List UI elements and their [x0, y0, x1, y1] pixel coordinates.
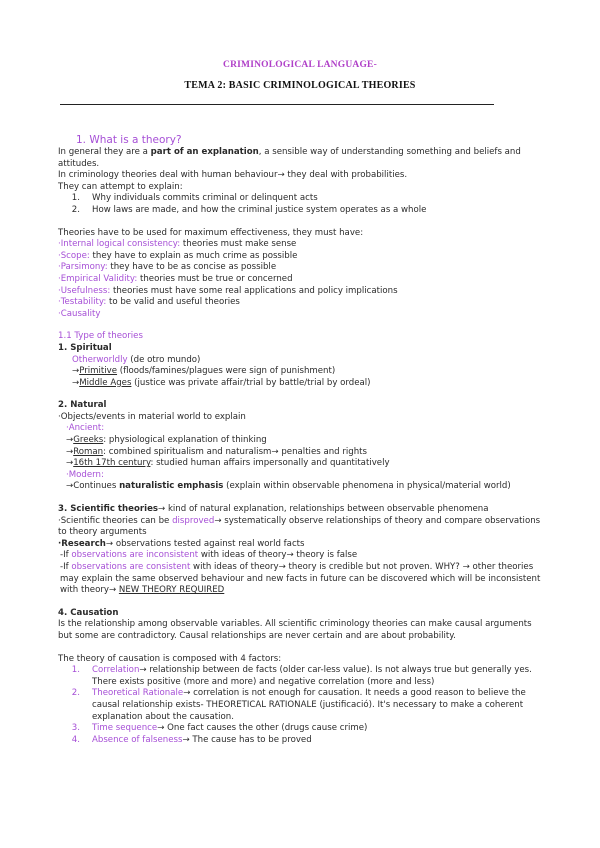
heading-scientific — [58, 504, 548, 516]
heading-causation: 4. Causation — [58, 607, 119, 618]
criterion-value: to be valid and useful theories — [106, 297, 240, 308]
arrow: → — [66, 435, 74, 446]
highlight-text: observations are consistent — [71, 562, 191, 572]
factor-name: Time sequence — [92, 723, 158, 734]
list-item — [58, 723, 548, 735]
criterion-value: they have to be as concise as possible — [107, 262, 277, 273]
list-item — [58, 735, 548, 747]
text: (justice was private affair/trial by battle/trial by ordeal) — [131, 377, 371, 388]
criterion-value: theories must have some real applications and policy implications — [110, 285, 398, 296]
list-item — [58, 665, 548, 688]
factor-name: Theoretical Rationale — [92, 688, 184, 699]
section-heading-what-is-theory: 1. What is a theory? — [76, 134, 182, 146]
arrow: → — [72, 377, 80, 388]
list-number: 1. — [71, 665, 80, 676]
underlined-text: NEW THEORY REQUIRED — [118, 585, 225, 596]
criterion-value: theories must be true or concerned — [137, 273, 293, 284]
list-text — [92, 688, 548, 723]
text: (explain within observable phenomena in physical/material world) — [223, 481, 511, 492]
underlined-text: 16th 17th century — [73, 458, 151, 469]
text: , a sensible way of understanding something and beliefs and attitudes. — [58, 147, 521, 169]
text: (floods/famines/plagues were sign of punishment) — [117, 366, 336, 377]
list-text: How laws are made, and how the criminal justice system operates as a whole — [92, 204, 427, 215]
criterion-item — [58, 239, 548, 251]
paragraph-human-behaviour: In criminology theories deal with human behaviour→ they deal with probabilities. — [58, 170, 408, 181]
list-text — [92, 723, 548, 735]
underlined-text: Middle Ages — [79, 377, 132, 388]
paragraph-effectiveness: Theories have to be used for maximum effectiveness, they must have: — [58, 227, 364, 238]
text: with ideas of theory→ theory is credible but not proven. WHY? → other theories may explain the same observed behaviour and new facts in future can be discovered which will be inconsistent with theory→ — [60, 562, 541, 596]
bold-text: ·Research — [58, 538, 106, 549]
criterion-item — [58, 274, 548, 286]
criterion-item — [58, 286, 548, 298]
criterion-key: ·Parsimony: — [58, 262, 108, 273]
bold-text: naturalistic emphasis — [119, 481, 224, 492]
text: In general they are a — [58, 147, 151, 157]
header-divider — [60, 104, 494, 105]
bold-text: part of an explanation — [150, 147, 259, 157]
list-number: 3. — [71, 723, 80, 734]
scientific-research — [58, 539, 548, 551]
list-number: 4. — [71, 734, 80, 745]
criterion-key: ·Internal logical consistency: — [58, 239, 181, 250]
criterion-item — [58, 309, 548, 321]
scientific-inconsistent — [58, 550, 548, 562]
paragraph-attempt: They can attempt to explain: — [58, 181, 183, 192]
spiritual-otherworldly — [58, 355, 548, 367]
factor-description: → One fact causes the other (drugs cause crime) — [157, 723, 368, 734]
list-item — [58, 193, 548, 205]
text: : combined spiritualism and naturalism→ penalties and rights — [103, 446, 368, 457]
criterion-item — [58, 297, 548, 309]
highlight-text: disproved — [172, 515, 215, 526]
text: → kind of natural explanation, relationships between observable phenomena — [158, 504, 489, 515]
text: : studied human affairs impersonally and quantitatively — [150, 458, 390, 469]
factor-description: → The cause has to be proved — [182, 734, 312, 745]
natural-roman — [58, 447, 548, 459]
list-text — [92, 735, 548, 747]
text: ·Scientific theories can be — [58, 515, 173, 526]
document-body — [58, 134, 548, 746]
arrow: → — [72, 366, 80, 377]
text: →Continues — [66, 481, 120, 492]
list-item — [58, 205, 548, 217]
text: -If — [60, 550, 72, 561]
scientific-consistent — [58, 562, 548, 597]
arrow: → — [66, 458, 74, 469]
factor-description: → relationship between de facts (older car-less value). Is not always true but generally yes. There exists positive (more and more) and negative correlation (more and less) — [92, 665, 532, 687]
underlined-text: Greeks — [73, 435, 104, 446]
spacer — [58, 389, 548, 400]
factor-name: Correlation — [92, 665, 140, 676]
list-text: Why individuals commits criminal or delinquent acts — [92, 193, 318, 204]
criterion-key: ·Scope: — [58, 250, 90, 261]
natural-16th-century — [58, 458, 548, 470]
causation-factors-intro: The theory of causation is composed with 4 factors: — [58, 653, 282, 664]
causation-factors-list — [58, 665, 548, 746]
heading-spiritual: 1. Spiritual — [58, 342, 112, 353]
list-item — [58, 688, 548, 723]
topic-title: TEMA 2: BASIC CRIMINOLOGICAL THEORIES — [184, 80, 416, 91]
spacer — [58, 217, 548, 228]
highlight-text: observations are inconsistent — [71, 550, 199, 561]
text: with ideas of theory→ theory is false — [198, 550, 358, 561]
text: → systematically observe relationships of theory and compare observations to theory arguments — [58, 515, 541, 538]
natural-description: ·Objects/events in material world to explain — [58, 411, 246, 422]
text: → observations tested against real world facts — [105, 538, 305, 549]
criterion-item — [58, 251, 548, 263]
paragraph-definition — [58, 147, 548, 170]
highlight-text: Otherworldly — [72, 354, 128, 365]
list-number: 2. — [71, 204, 80, 215]
bold-text: 3. Scientific theories — [58, 504, 159, 515]
list-number: 2. — [71, 688, 80, 699]
spiritual-middle-ages — [58, 378, 548, 390]
spiritual-primitive — [58, 366, 548, 378]
spacer — [58, 643, 548, 654]
underlined-text: Roman — [73, 446, 104, 457]
natural-continues — [58, 481, 548, 493]
causation-paragraph: Is the relationship among observable variables. All scientific criminology theories can make causal arguments but some are contradictory. Causal relationships are never certain and are about probability. — [58, 619, 532, 641]
criterion-key: ·Testability: — [58, 297, 107, 308]
criterion-key: ·Empirical Validity: — [58, 273, 138, 284]
factor-description: → correlation is not enough for causation. It needs a good reason to believe the causal relationship exists- THEORETICAL RATIONALE (justificació). It's necessary to make a coherent explanation about the causation. — [92, 688, 526, 722]
course-title: CRIMINOLOGICAL LANGUAGE- — [223, 60, 377, 70]
arrow: → — [66, 446, 74, 457]
list-number: 1. — [71, 193, 80, 204]
spacer — [58, 597, 548, 608]
criterion-value: they have to explain as much crime as possible — [89, 250, 298, 261]
scientific-disproved — [58, 516, 548, 539]
criterion-key: ·Causality — [58, 308, 101, 319]
list-text — [92, 665, 548, 688]
natural-greeks — [58, 435, 548, 447]
text: : physiological explanation of thinking — [103, 435, 267, 446]
subsection-heading-types: 1.1 Type of theories — [58, 331, 143, 342]
heading-natural: 2. Natural — [58, 400, 107, 411]
underlined-text: Primitive — [79, 366, 118, 377]
explain-list — [58, 193, 548, 216]
factor-name: Absence of falseness — [92, 734, 183, 745]
natural-modern: ·Modern: — [66, 469, 104, 480]
text: (de otro mundo) — [127, 354, 201, 365]
spacer — [58, 493, 548, 504]
natural-ancient: ·Ancient: — [66, 423, 105, 434]
criterion-value: theories must make sense — [180, 239, 297, 250]
text: -If — [60, 562, 72, 572]
criterion-item — [58, 262, 548, 274]
criterion-key: ·Usefulness: — [58, 285, 111, 296]
spacer — [58, 320, 548, 331]
